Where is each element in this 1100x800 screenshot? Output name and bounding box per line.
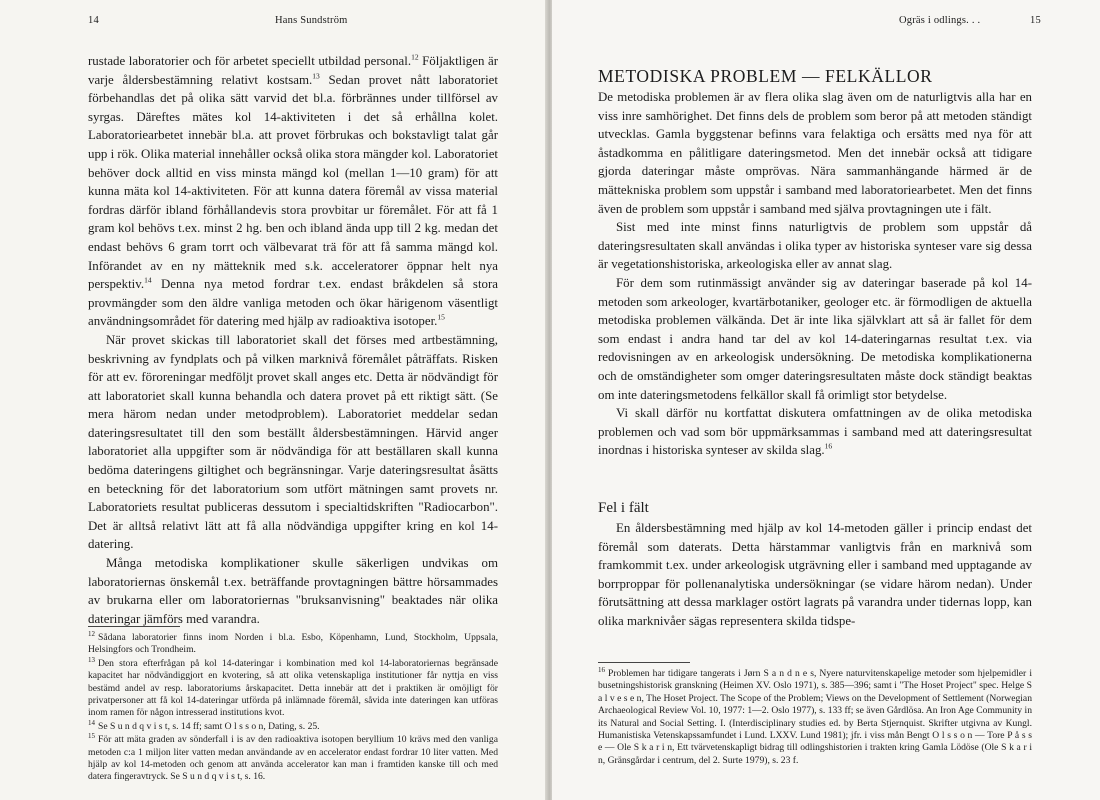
text-run: Sedan provet nått laboratoriet förbehandlas det på olika sätt varvid det bl.a. förbrännes under tillförsel av syrgas. Däreftes mätes kol 14-aktiviteten i det så erhållna kolet. Laboratoriearbetet innebär bl.a. att provet förbrukas och bokstavligt talat går upp i rök. Olika material innehåller också olika stora mängder kol. Laboratoriet behöver dock alltid en viss minsta mängd kol (mellan 1—10 gram) för att kunna mäta kol 14-aktiviteten. För att kunna datera föremål av vissa material fordras därför ibland förhållandevis stora provbitar ur föremålet. För att få 1 gram kol behövs t.ex. minst 2 hg. ben och ibland ända upp till 2 kg. medan det endast behövs 6 gram torrt och välbevarat trä för att få samma mängd kol. Införandet av en ny mätteknik med s.k. acceleratorer öppnar helt nya perspektiv. (88, 72, 498, 292)
footnote (88, 629, 498, 657)
footnote-rule (88, 626, 180, 627)
footnote (88, 718, 498, 733)
footnote (88, 734, 498, 784)
page-number: 15 (1030, 15, 1041, 26)
paragraph (598, 404, 1032, 460)
footnote-text: Sådana laboratorier finns inom Norden i bl.a. Esbo, Köpenhamn, Lund, Stockholm, Uppsala, Helsingfors och Trondheim. (88, 632, 498, 656)
paragraph (88, 52, 498, 331)
footnote-number: 13 (88, 655, 95, 664)
page-number: 14 (88, 15, 99, 26)
left-page (0, 0, 548, 800)
footnote-number: 16 (598, 665, 605, 674)
body-text-section (598, 519, 1032, 631)
text-run: Vi skall därför nu kortfattat diskutera omfattningen av de olika metodiska problemen och vad som bör uppmärksammas i samband med att dateringsresultat inordnas i historiska synteser av skilda slag. (598, 406, 1032, 458)
text-run: Många metodiska komplikationer skulle säkerligen undvikas om laboratoriernas önskemål t.ex. beträffande provtagningen bättre hörsammades av brukarna eller om laboratoriernas "bruksanvisning" beaktades när olika dateringar jämförs med varandra. (88, 556, 498, 626)
text-run: rustade laboratorier och för arbetet speciellt utbildad personal. (88, 54, 412, 68)
footnote-text: För att mäta graden av sönderfall i is av den radioaktiva isotopen beryllium 10 krävs med den vanliga metoden c:a 1 miljon liter vatten medan användande av en accelerator endast fordrar 10 liter vatten. Med hjälp av kol 14-metoden och genom att använda accelerator kan man i framtiden kanske till och med datera fingeravtryck. Se S u n d q v i s t, s. 16. (88, 734, 498, 783)
text-run: Följaktligen är varje åldersbestämning relativt kostsam. (88, 54, 498, 87)
footnote-rule (598, 662, 690, 663)
text-run: Sist med inte minst finns naturligtvis de problem som uppstår då dateringsresultaten skall användas i olika typer av historiska synteser vare sig dessa är vegetationshistoriska, arkeologiska eller av annat slag. (598, 220, 1032, 272)
paragraph (88, 554, 498, 628)
paragraph (598, 88, 1032, 218)
text-run: För dem som rutinmässigt använder sig av dateringar baserade på kol 14-metoden som arkeologer, kvartärbotaniker, geologer etc. är förmodligen de aktuella metodiska problemen välkända. Det är inte lika självklart att så är fallet för dem som endast i andra hand tar del av kol 14-dateringarnas resultat t.ex. via redovisningen av en arkeologisk undersökning. De metodiska komplikationerna och de omständigheter som omger dateringsresultaten måste dock ständigt beaktas om inte dateringsmetodens felkällor skall få orimligt stor betydelse. (598, 275, 1032, 402)
body-text (88, 52, 498, 628)
footnote-number: 12 (88, 629, 95, 638)
footnote-reference[interactable]: 15 (437, 313, 445, 323)
paragraph (88, 331, 498, 554)
paragraph (598, 218, 1032, 274)
text-run: När provet skickas till laboratoriet skall det förses med artbestämning, beskrivning av fyndplats och på vilken marknivå föremålet påträffats. Risken för att ev. föroreningar medföljt provet skall anges etc. Detta är nödvändigt för att laboratoriet skall kunna behandla och datera provet på ett riktigt sätt. (Se mera härom nedan under metodproblem). Laboratoriet meddelar sedan dateringsresultatet till den som beställt åldersbestämningen. Härvid anger laboratoriet alla uppgifter som är nödvändiga för att beställaren skall kunna bedöma dateringens giltighet och begränsningar. Varje dateringsresultat åsätts en beteckning för det laboratorium som utfört mätningen samt provets nr. Laboratoriets resultat publiceras dessutom i specialtidskriften "Radiocarbon". Det är alltså relativt lätt att få alla nödvändiga uppgifter kring en kol 14-datering. (88, 332, 498, 552)
footnote-text: Se S u n d q v i s t, s. 14 ff; samt O l s s o n, Dating, s. 25. (98, 720, 320, 732)
footnote-reference[interactable]: 16 (824, 441, 833, 451)
paragraph (598, 274, 1032, 404)
footnote (598, 665, 1032, 767)
body-text-intro (598, 88, 1032, 460)
running-head-author: Hans Sundström (275, 15, 348, 26)
right-page (552, 0, 1100, 800)
footnotes (598, 665, 1032, 768)
footnote-text: Den stora efterfrågan på kol 14-dateringar i kombination med kol 14-laboratoriernas begränsade kapacitet har nödvändiggjort en kvotering, så att olika vetenskapliga institutioner får nyttja en viss bestämd andel av resp. laboratoriums årskapacitet. Detta innebär att det i praktiken är omöjligt för privatpersoner att få kol 14-dateringar utförda på inlämnade föremål, såvida inte dateringen kan utföras inom ramen för någon intresserad institutions kvot. (88, 657, 498, 719)
paragraph (598, 519, 1032, 631)
running-head-title: Ogräs i odlings. . . (899, 15, 981, 26)
section-title: Fel i fält (598, 500, 649, 517)
text-run: En åldersbestämning med hjälp av kol 14-metoden gäller i princip endast det föremål som daterats. Detta härstammar vanligtvis från en marknivå som framkommit t.ex. under arkeologisk utgrävning eller i samband med upptagande av borrproppar för pollenanalytiska undersökningar (se vidare härom nedan). Under förutsättning att dessa marklager ostört lagrats på varandra under tidernas lopp, kan olika marknivåer sägas representera skilda tidspe- (598, 521, 1032, 628)
footnote-reference[interactable]: 13 (312, 71, 320, 81)
footnote-text: Problemen har tidigare tangerats i Jørn S a n d n e s, Nyere naturvitenskapelige metoder som hjelpemidler i busetningshistorisk granskning (Heimen XV. Oslo 1971), s. 385—396; samt i "The Hoset Project" spec. Helge S a l v e s e n, The Hoset Project. The Scope of the Problem; Views on the Development of Settlement (Norwegian Archaeological Review Vol. 10, 1977: 1—2. Oslo 1977), s. 133 ff; se även Gårdlösa. An Iron Age Community in its Natural and Social Setting. I. (Interdisciplinary studies ed. by Berta Stjernquist. Skrifter utgivna av Kungl. Humanistiska Vetenskapssamfundet i Lund. LXXV. Lund 1981); jfr. i viss mån Bengt O l s s o n — Tore P å s s e — Ole S k a r i n, Ett tvärvetenskapligt bidrag till odlingshistorien i trakten kring Gamla Lödöse (Ole S k a r i n, Gränsgårdar i centrum, del 2. Surte 1979), s. 23 f. (598, 668, 1032, 766)
text-run: Denna nya metod fordrar t.ex. endast bråkdelen så stora provmängder som den äldre vanliga metoden och ökar härigenom väsentligt användningsområdet för datering med hjälp av radioaktiva isotoper. (88, 277, 498, 329)
chapter-title: METODISKA PROBLEM — FELKÄLLOR (598, 65, 933, 86)
footnote-reference[interactable]: 14 (144, 275, 152, 285)
footnote (88, 655, 498, 720)
footnote-reference[interactable]: 12 (411, 52, 419, 62)
footnote-number: 15 (88, 732, 95, 741)
footnotes (88, 629, 498, 785)
text-run: De metodiska problemen är av flera olika slag även om de naturligtvis alla har en viss inre samhörighet. Det finns dels de problem som beror på att metoden ständigt utvecklas. Gamla byggstenar befinns vara felaktiga och ersätts med nya för att åstadkomma en pålitligare dateringsmetod. Men det innebär också att tidigare gjorda dateringar måste omprövas. Nära sammanhängande härmed är de mättekniska problem som uppstår i samband med laboratoriearbetet. Men det finns även de problem som uppstår i samband med själva provtagningen ute i fält. (598, 90, 1032, 216)
footnote-number: 14 (88, 718, 95, 727)
